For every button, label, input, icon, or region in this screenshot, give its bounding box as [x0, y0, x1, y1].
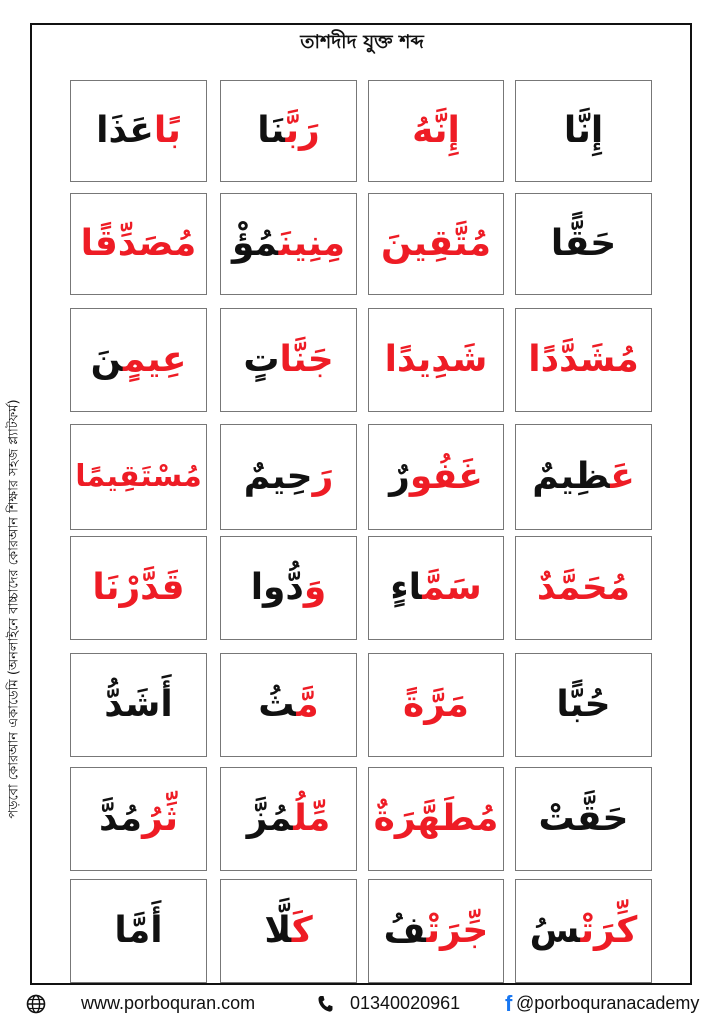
word-part-red: إِنَّهُ	[412, 110, 460, 151]
word-part-red: جَنَّا	[279, 339, 334, 380]
side-text	[4, 234, 26, 984]
word-card	[368, 193, 504, 295]
word-card	[368, 653, 504, 757]
phone-icon	[317, 995, 333, 1013]
word-part-red: رَبَّ	[285, 110, 320, 151]
arabic-word	[75, 459, 202, 494]
word-card	[220, 308, 357, 412]
arabic-word	[383, 910, 489, 951]
word-part-black: ظِيمٌ	[532, 456, 611, 497]
arabic-word	[243, 339, 334, 380]
arabic-word	[114, 910, 163, 951]
word-part-red: بًا	[153, 110, 181, 151]
word-part-red: مُحَمَّدٌ	[536, 567, 631, 608]
word-part-red: سَمَّ	[422, 567, 482, 608]
arabic-word	[246, 798, 331, 839]
word-card	[515, 653, 652, 757]
arabic-word	[373, 798, 499, 839]
word-part-red: وَ	[303, 567, 327, 608]
word-part-black: سُ	[529, 910, 581, 951]
word-part-red: قَدَّرْنَا	[92, 567, 185, 608]
word-card	[220, 193, 357, 295]
arabic-word	[231, 223, 346, 264]
word-card	[368, 767, 504, 871]
word-part-red: كَ	[291, 910, 313, 951]
word-part-black: حُبًّا	[556, 684, 611, 725]
footer	[0, 988, 724, 1024]
page-title: তাশদীদ যুক্ত শব্দ	[300, 31, 424, 53]
word-part-red: ثِّرُ	[142, 798, 178, 839]
word-card	[70, 536, 207, 640]
arabic-word	[550, 223, 617, 264]
word-card	[515, 424, 652, 530]
arabic-word	[384, 339, 488, 380]
arabic-word	[258, 684, 319, 725]
word-card	[70, 653, 207, 757]
arabic-word	[389, 456, 483, 497]
word-part-red: عِيمٍ	[122, 339, 187, 380]
arabic-word	[96, 110, 181, 151]
word-part-red: مَرَّةً	[403, 684, 469, 725]
arabic-word	[536, 567, 631, 608]
facebook-handle[interactable]: @porboquranacademy	[516, 993, 700, 1013]
word-part-black: تٍ	[243, 339, 280, 380]
word-card	[70, 767, 207, 871]
word-card	[368, 308, 504, 412]
word-card	[220, 767, 357, 871]
word-part-black: حِيمٌ	[243, 456, 313, 497]
word-card	[515, 767, 652, 871]
word-part-black: دُّوا	[250, 567, 304, 608]
word-card	[70, 308, 207, 412]
arabic-word	[80, 223, 197, 264]
word-part-black: مُدَّ	[98, 798, 143, 839]
arabic-word	[104, 684, 173, 725]
word-part-black: نَا	[257, 110, 286, 151]
word-card	[220, 879, 357, 983]
word-card	[220, 424, 357, 530]
arabic-word	[529, 910, 638, 951]
word-card	[70, 879, 207, 983]
word-part-black: حَقَّتْ	[538, 798, 629, 839]
word-part-black: إِنَّا	[563, 110, 604, 151]
word-part-black: رٌ	[389, 456, 410, 497]
word-part-red: كِّرَتْ	[580, 910, 638, 951]
arabic-word	[403, 684, 469, 725]
word-part-red: مَّ	[296, 684, 319, 725]
word-card	[515, 308, 652, 412]
arabic-word	[98, 798, 178, 839]
word-card	[70, 424, 207, 530]
word-part-red: جِّرَتْ	[426, 910, 489, 951]
word-part-red: مُصَدِّقًا	[80, 223, 197, 264]
arabic-word	[264, 910, 313, 951]
word-card	[220, 653, 357, 757]
arabic-word	[92, 567, 185, 608]
arabic-word	[538, 798, 629, 839]
word-part-black: أَشَدُّ	[104, 684, 173, 725]
word-part-red: مُطَهَّرَةٌ	[373, 798, 499, 839]
word-part-red: عَ	[610, 456, 635, 497]
word-card	[515, 536, 652, 640]
facebook-icon: f	[505, 991, 513, 1016]
arabic-word	[532, 456, 635, 497]
arabic-word	[528, 339, 639, 380]
word-part-red: مُشَدَّدًا	[528, 339, 639, 380]
word-card	[368, 424, 504, 530]
arabic-word	[412, 110, 460, 151]
word-card	[368, 80, 504, 182]
arabic-word	[556, 684, 611, 725]
arabic-word	[90, 339, 187, 380]
arabic-word	[257, 110, 320, 151]
word-card	[515, 879, 652, 983]
word-card	[368, 536, 504, 640]
word-part-black: نَ	[90, 339, 123, 380]
word-part-red: مِّلُ	[293, 798, 331, 839]
phone-number[interactable]: 01340020961	[350, 993, 461, 1013]
word-part-black: حَقًّا	[550, 223, 617, 264]
word-card	[515, 80, 652, 182]
word-part-red: غَفُو	[409, 456, 483, 497]
word-card	[515, 193, 652, 295]
website-link[interactable]: www.porboquran.com	[81, 993, 256, 1013]
word-part-black: مُزَّ	[246, 798, 294, 839]
globe-icon	[26, 994, 46, 1014]
word-part-red: مُسْتَقِيمًا	[75, 459, 202, 494]
word-part-black: ثُ	[258, 684, 297, 725]
word-card	[70, 80, 207, 182]
word-card	[220, 80, 357, 182]
word-card	[220, 536, 357, 640]
arabic-word	[250, 567, 327, 608]
arabic-word	[563, 110, 604, 151]
word-part-red: مِنِينَ	[278, 223, 346, 264]
word-part-black: فُ	[383, 910, 427, 951]
side-text-label: পড়বো কোরআন একাডেমি (অনলাইনে বাচ্চাদের কোরআন শিক্ষার সহজ প্ল্যাটফর্ম)	[6, 399, 22, 819]
word-part-black: أَمَّا	[114, 910, 163, 951]
word-card	[70, 193, 207, 295]
arabic-word	[381, 223, 491, 264]
word-card	[368, 879, 504, 983]
word-part-black: مُؤْ	[231, 223, 279, 264]
word-part-red: مُتَّقِينَ	[381, 223, 491, 264]
word-part-black: لَّا	[264, 910, 292, 951]
arabic-word	[243, 456, 334, 497]
word-part-black: عَذَا	[96, 110, 154, 151]
word-part-black: اءٍ	[390, 567, 423, 608]
word-part-red: شَدِيدًا	[384, 339, 488, 380]
word-part-red: رَ	[312, 456, 334, 497]
arabic-word	[390, 567, 482, 608]
